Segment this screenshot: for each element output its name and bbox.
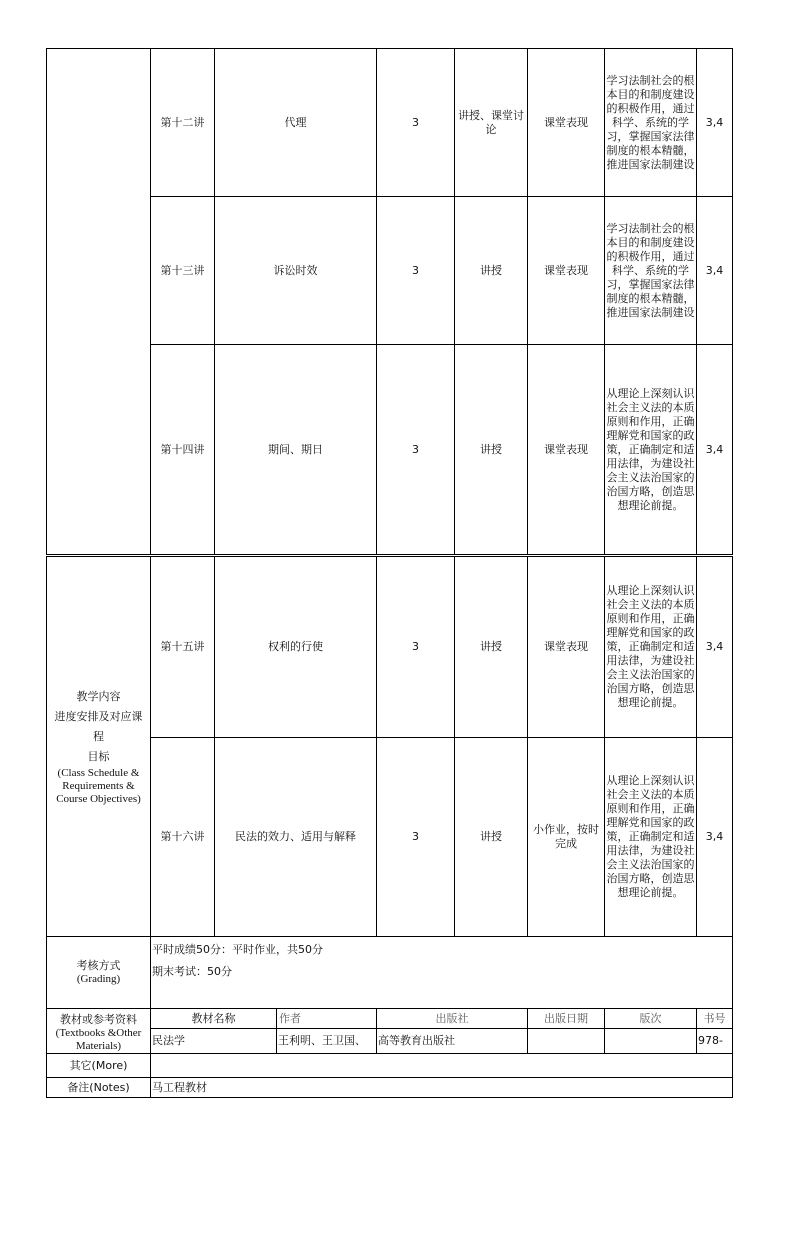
more-value	[151, 1054, 733, 1078]
course-objectives: 3,4	[697, 345, 733, 555]
textbook-header-isbn: 书号	[697, 1009, 733, 1029]
teaching-method: 讲授	[455, 345, 528, 555]
lecture-hours: 3	[377, 197, 455, 345]
textbook-header-date: 出版日期	[528, 1009, 605, 1029]
teaching-method: 讲授、课堂讨论	[455, 49, 528, 197]
course-info-table	[46, 556, 733, 1098]
textbook-edition	[605, 1029, 697, 1054]
more-label: 其它(More)	[47, 1054, 151, 1078]
section-label-line: 进度安排及对应课	[54, 710, 143, 723]
assessment-method: 课堂表现	[528, 557, 605, 738]
section-label-line: 目标	[87, 750, 110, 763]
lecture-topic: 民法的效力、适用与解释	[215, 738, 377, 937]
lecture-number: 第十三讲	[151, 197, 215, 345]
lecture-number: 第十二讲	[151, 49, 215, 197]
teaching-goal: 从理论上深刻认识社会主义法的本质原则和作用，正确理解党和国家的政策，正确制定和适用法律，为建设社会主义法治国家的治国方略，创造思想理论前提。	[605, 345, 697, 555]
lecture-topic: 诉讼时效	[215, 197, 377, 345]
textbook-label-zh: 教材或参考资料	[60, 1013, 137, 1026]
section-label-cell-empty	[47, 49, 151, 555]
teaching-goal: 学习法制社会的根本目的和制度建设的积极作用，通过科学、系统的学习，掌握国家法律制度的根本精髓，推进国家法制建设	[605, 197, 697, 345]
section-label-line: 程	[93, 730, 104, 743]
teaching-method: 讲授	[455, 557, 528, 738]
more-row	[47, 1054, 733, 1078]
textbook-header-name: 教材名称	[151, 1009, 277, 1029]
grading-label-en: (Grading)	[76, 973, 121, 985]
lecture-hours: 3	[377, 738, 455, 937]
textbook-label-en: (Textbooks &Other	[55, 1027, 142, 1039]
teaching-goal: 从理论上深刻认识社会主义法的本质原则和作用，正确理解党和国家的政策，正确制定和适用法律，为建设社会主义法治国家的治国方略，创造思想理论前提。	[605, 557, 697, 738]
schedule-row	[47, 557, 733, 738]
grading-content	[151, 937, 733, 1009]
teaching-goal: 从理论上深刻认识社会主义法的本质原则和作用，正确理解党和国家的政策，正确制定和适用法律，为建设社会主义法治国家的治国方略，创造思想理论前提。	[605, 738, 697, 937]
teaching-method: 讲授	[455, 738, 528, 937]
section-label-en-line: Requirements &	[62, 780, 135, 792]
schedule-row	[47, 49, 733, 197]
textbook-author: 王利明、王卫国、	[277, 1029, 377, 1054]
course-objectives: 3,4	[697, 49, 733, 197]
grading-line: 平时成绩50分：平时作业，共50分	[152, 943, 323, 956]
course-objectives: 3,4	[697, 197, 733, 345]
assessment-method: 课堂表现	[528, 49, 605, 197]
course-objectives: 3,4	[697, 738, 733, 937]
notes-value: 马工程教材	[151, 1078, 733, 1098]
lecture-hours: 3	[377, 557, 455, 738]
textbook-isbn: 978-	[697, 1029, 733, 1054]
grading-line: 期末考试：50分	[152, 965, 232, 978]
lecture-topic: 期间、期日	[215, 345, 377, 555]
lecture-number: 第十六讲	[151, 738, 215, 937]
textbook-header-author: 作者	[277, 1009, 377, 1029]
section-label-line: 教学内容	[76, 690, 121, 703]
assessment-method: 课堂表现	[528, 197, 605, 345]
textbook-header-row	[47, 1009, 733, 1029]
lecture-topic: 权利的行使	[215, 557, 377, 738]
lecture-topic: 代理	[215, 49, 377, 197]
lecture-hours: 3	[377, 345, 455, 555]
textbook-header-publisher: 出版社	[377, 1009, 528, 1029]
section-label-en-line: (Class Schedule &	[57, 767, 140, 779]
assessment-method: 小作业，按时完成	[528, 738, 605, 937]
notes-row	[47, 1078, 733, 1098]
teaching-goal: 学习法制社会的根本目的和制度建设的积极作用，通过科学、系统的学习，掌握国家法律制度的根本精髓，推进国家法制建设	[605, 49, 697, 197]
textbook-publisher: 高等教育出版社	[377, 1029, 528, 1054]
textbook-date	[528, 1029, 605, 1054]
lecture-number: 第十四讲	[151, 345, 215, 555]
lecture-hours: 3	[377, 49, 455, 197]
textbook-label-en: Materials)	[75, 1040, 122, 1052]
assessment-method: 课堂表现	[528, 345, 605, 555]
section-label	[47, 557, 151, 937]
section-label-en-line: Course Objectives)	[56, 793, 141, 805]
grading-row	[47, 937, 733, 1009]
textbook-name: 民法学	[151, 1029, 277, 1054]
schedule-table-top	[46, 48, 733, 555]
textbook-header-edition: 版次	[605, 1009, 697, 1029]
teaching-method: 讲授	[455, 197, 528, 345]
lecture-number: 第十五讲	[151, 557, 215, 738]
notes-label: 备注(Notes)	[47, 1078, 151, 1098]
course-objectives: 3,4	[697, 557, 733, 738]
textbook-label	[47, 1009, 151, 1054]
grading-label	[47, 937, 151, 1009]
grading-label-zh: 考核方式	[76, 959, 121, 972]
